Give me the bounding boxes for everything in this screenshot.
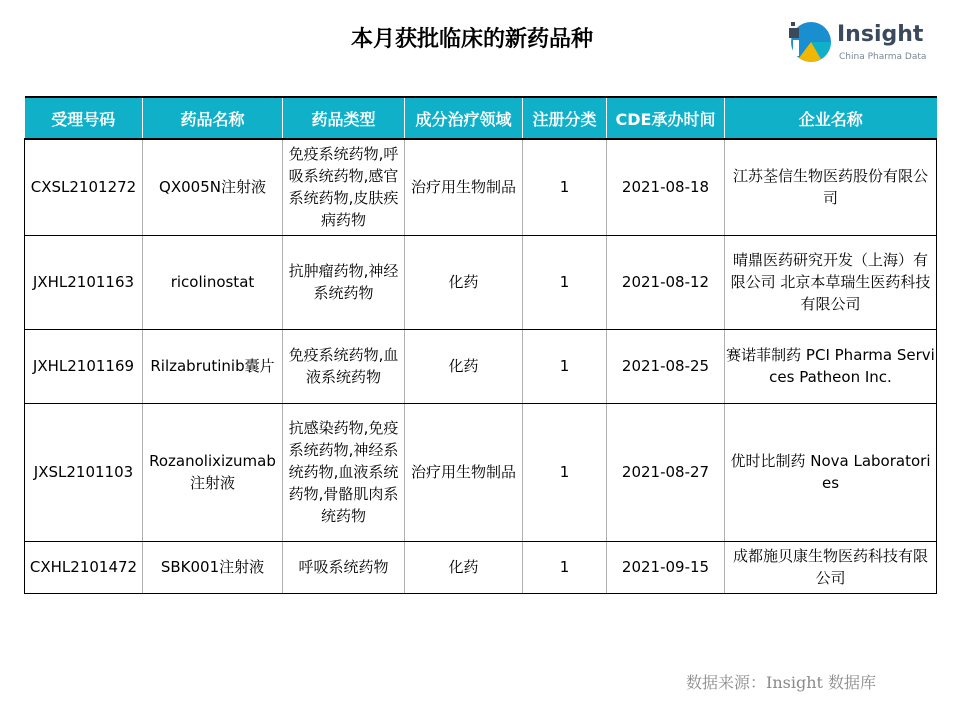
cell-date: 2021-08-27 xyxy=(607,403,725,541)
cell-type: 呼吸系统药物 xyxy=(283,541,405,593)
header-date: CDE承办时间 xyxy=(607,97,725,139)
table-row xyxy=(25,139,937,235)
insight-logo xyxy=(785,16,935,72)
cell-name: Rozanolixizumab注射液 xyxy=(143,403,283,541)
cell-reg: 1 xyxy=(523,139,607,235)
cell-area: 化药 xyxy=(405,235,523,329)
cell-area: 化药 xyxy=(405,541,523,593)
header-reg: 注册分类 xyxy=(523,97,607,139)
cell-company: 优时比制药 Nova Laboratories xyxy=(725,403,937,541)
cell-name: ricolinostat xyxy=(143,235,283,329)
cell-area: 治疗用生物制品 xyxy=(405,403,523,541)
cell-area: 治疗用生物制品 xyxy=(405,139,523,235)
cell-id: CXSL2101272 xyxy=(25,139,143,235)
cell-date: 2021-09-15 xyxy=(607,541,725,593)
logo-subtitle: China Pharma Data xyxy=(839,52,927,62)
cell-date: 2021-08-25 xyxy=(607,329,725,403)
cell-reg: 1 xyxy=(523,403,607,541)
table-row xyxy=(25,541,937,593)
header-area: 成分治疗领域 xyxy=(405,97,523,139)
insight-logo-icon xyxy=(785,18,833,66)
cell-name: Rilzabrutinib囊片 xyxy=(143,329,283,403)
drug-table xyxy=(24,96,937,594)
cell-type: 免疫系统药物,呼吸系统药物,感官系统药物,皮肤疾病药物 xyxy=(283,139,405,235)
cell-id: CXHL2101472 xyxy=(25,541,143,593)
cell-area: 化药 xyxy=(405,329,523,403)
cell-name: SBK001注射液 xyxy=(143,541,283,593)
cell-date: 2021-08-12 xyxy=(607,235,725,329)
logo-wordmark: Insight xyxy=(837,22,924,47)
cell-name: QX005N注射液 xyxy=(143,139,283,235)
cell-type: 免疫系统药物,血液系统药物 xyxy=(283,329,405,403)
cell-reg: 1 xyxy=(523,329,607,403)
table-row xyxy=(25,329,937,403)
cell-company: 赛诺菲制药 PCI Pharma Services Patheon Inc. xyxy=(725,329,937,403)
table-header-row xyxy=(25,97,937,139)
cell-id: JXSL2101103 xyxy=(25,403,143,541)
cell-company: 江苏荃信生物医药股份有限公司 xyxy=(725,139,937,235)
data-source-note: 数据来源：Insight 数据库 xyxy=(686,673,877,692)
cell-reg: 1 xyxy=(523,235,607,329)
table-row xyxy=(25,235,937,329)
cell-company: 晴鼎医药研究开发（上海）有限公司 北京本草瑞生医药科技有限公司 xyxy=(725,235,937,329)
cell-company: 成都施贝康生物医药科技有限公司 xyxy=(725,541,937,593)
cell-id: JXHL2101163 xyxy=(25,235,143,329)
table-row xyxy=(25,403,937,541)
cell-date: 2021-08-18 xyxy=(607,139,725,235)
cell-reg: 1 xyxy=(523,541,607,593)
header-type: 药品类型 xyxy=(283,97,405,139)
header-name: 药品名称 xyxy=(143,97,283,139)
cell-type: 抗感染药物,免疫系统药物,神经系统药物,血液系统药物,骨骼肌肉系统药物 xyxy=(283,403,405,541)
header-id: 受理号码 xyxy=(25,97,143,139)
cell-type: 抗肿瘤药物,神经系统药物 xyxy=(283,235,405,329)
page-title: 本月获批临床的新药品种 xyxy=(350,27,593,52)
header-company: 企业名称 xyxy=(725,97,937,139)
cell-id: JXHL2101169 xyxy=(25,329,143,403)
